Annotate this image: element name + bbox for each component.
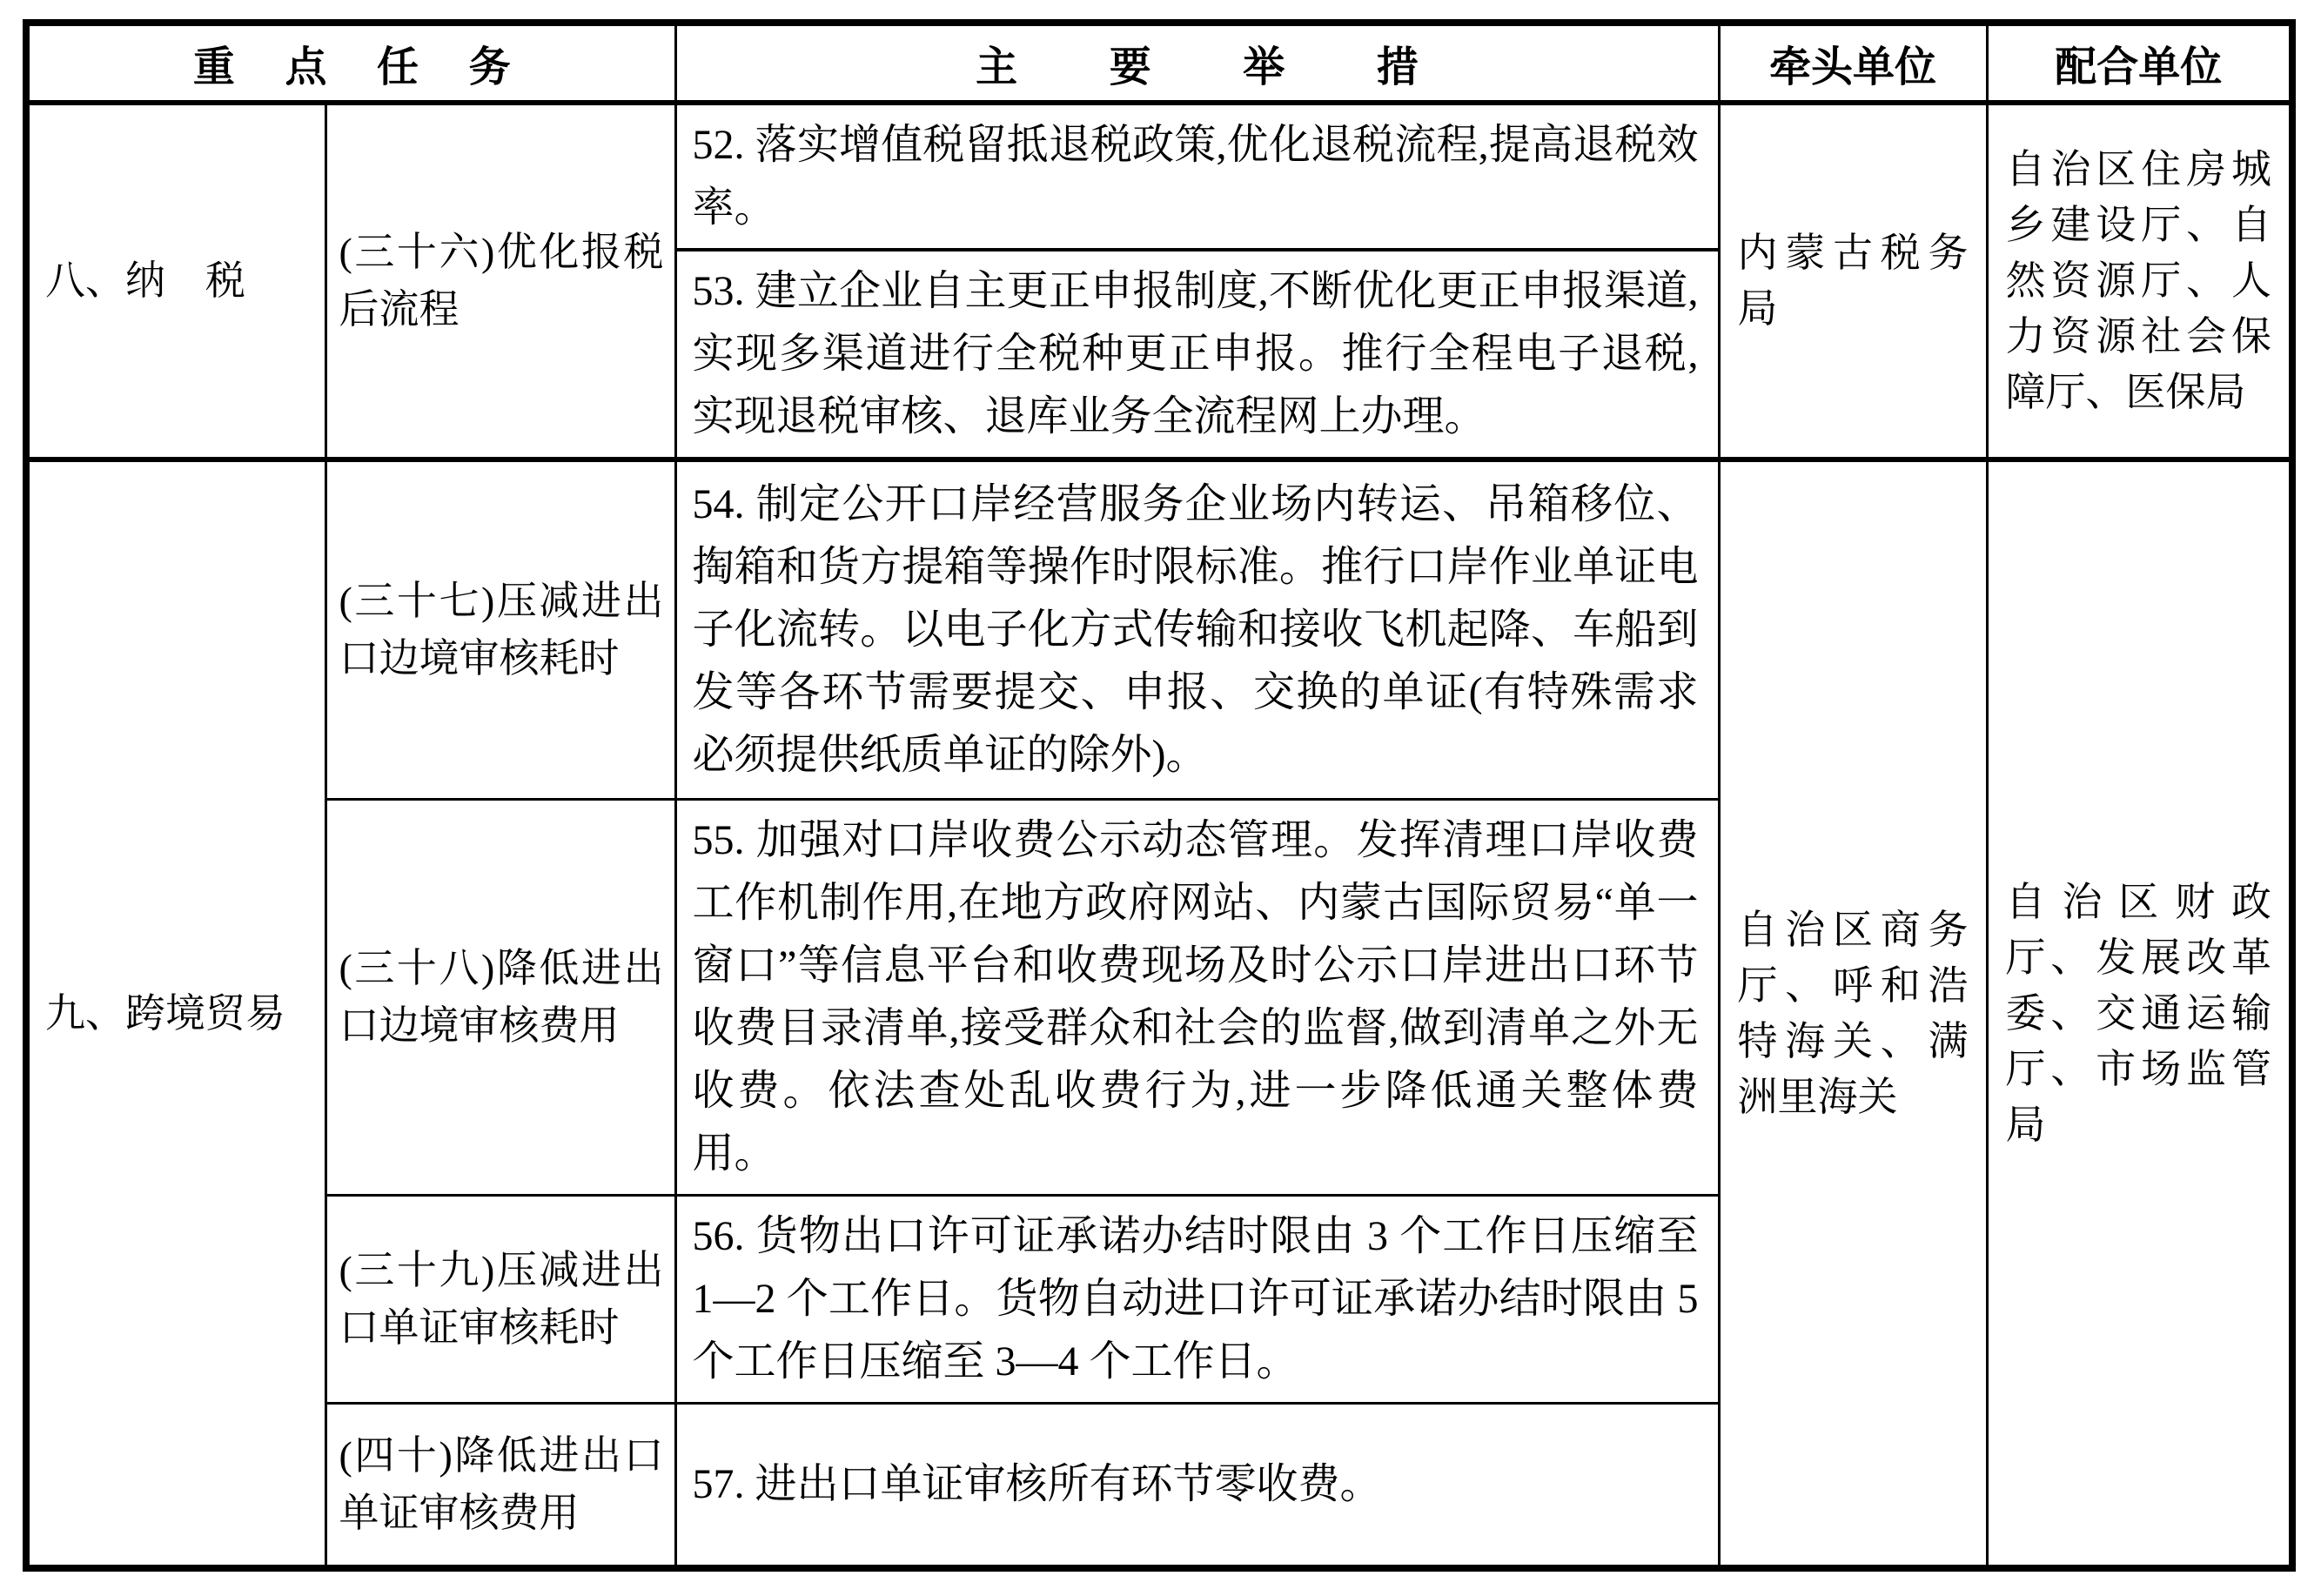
col-header-key-tasks <box>26 23 675 103</box>
row-measure-52 <box>26 103 2292 250</box>
cell-lead-unit-cross-border: 自治区商务厅、呼和浩特海关、满洲里海关 <box>1719 459 1987 1568</box>
cell-lead-unit-taxation: 内蒙古税务局 <box>1719 103 1987 459</box>
cell-measure-57: 57. 进出口单证审核所有环节零收费。 <box>675 1403 1719 1568</box>
col-header-lead-unit-label: 牵头单位 <box>1768 44 1936 91</box>
col-header-key-tasks-label: 重点任务 <box>192 44 561 91</box>
cell-task-38: (三十八)降低进出口边境审核费用 <box>325 799 675 1195</box>
cell-support-unit-cross-border: 自治区财政厅、发展改革委、交通运输厅、市场监管局 <box>1987 459 2292 1568</box>
cell-measure-52: 52. 落实增值税留抵退税政策,优化退税流程,提高退税效率。 <box>675 103 1719 250</box>
col-header-lead-unit <box>1719 23 1987 103</box>
cell-task-40: (四十)降低进出口单证审核费用 <box>325 1403 675 1568</box>
cell-measure-53: 53. 建立企业自主更正申报制度,不断优化更正申报渠道,实现多渠道进行全税种更正申报。推行全程电子退税,实现退税审核、退库业务全流程网上办理。 <box>675 250 1719 459</box>
cell-task-39: (三十九)压减进出口单证审核耗时 <box>325 1195 675 1403</box>
cell-category-cross-border-trade: 九、跨境贸易 <box>26 459 325 1568</box>
col-header-main-measures <box>675 23 1719 103</box>
cell-support-unit-taxation: 自治区住房城乡建设厅、自然资源厅、人力资源社会保障厅、医保局 <box>1987 103 2292 459</box>
cell-measure-55: 55. 加强对口岸收费公示动态管理。发挥清理口岸收费工作机制作用,在地方政府网站、内蒙古国际贸易“单一窗口”等信息平台和收费现场及时公示口岸进出口环节收费目录清单,接受群众和社会的监督,做到清单之外无收费。依法查处乱收费行为,进一步降低通关整体费用。 <box>675 799 1719 1195</box>
cell-task-36: (三十六)优化报税后流程 <box>325 103 675 459</box>
cell-measure-56: 56. 货物出口许可证承诺办结时限由 3 个工作日压缩至 1—2 个工作日。货物自动进口许可证承诺办结时限由 5 个工作日压缩至 3—4 个工作日。 <box>675 1195 1719 1403</box>
table-header-row <box>26 23 2292 103</box>
cell-category-taxation: 八、纳 税 <box>26 103 325 459</box>
col-header-main-measures-label: 主要举措 <box>976 44 1511 91</box>
cell-measure-54: 54. 制定公开口岸经营服务企业场内转运、吊箱移位、掏箱和货方提箱等操作时限标准。推行口岸作业单证电子化流转。以电子化方式传输和接收飞机起降、车船到发等各环节需要提交、申报、交换的单证(有特殊需求必须提供纸质单证的除外)。 <box>675 459 1719 799</box>
key-tasks-table <box>23 19 2296 1572</box>
col-header-support-unit-label: 配合单位 <box>2055 44 2223 91</box>
cell-task-37: (三十七)压减进出口边境审核耗时 <box>325 459 675 799</box>
row-measure-54 <box>26 459 2292 799</box>
col-header-support-unit <box>1987 23 2292 103</box>
